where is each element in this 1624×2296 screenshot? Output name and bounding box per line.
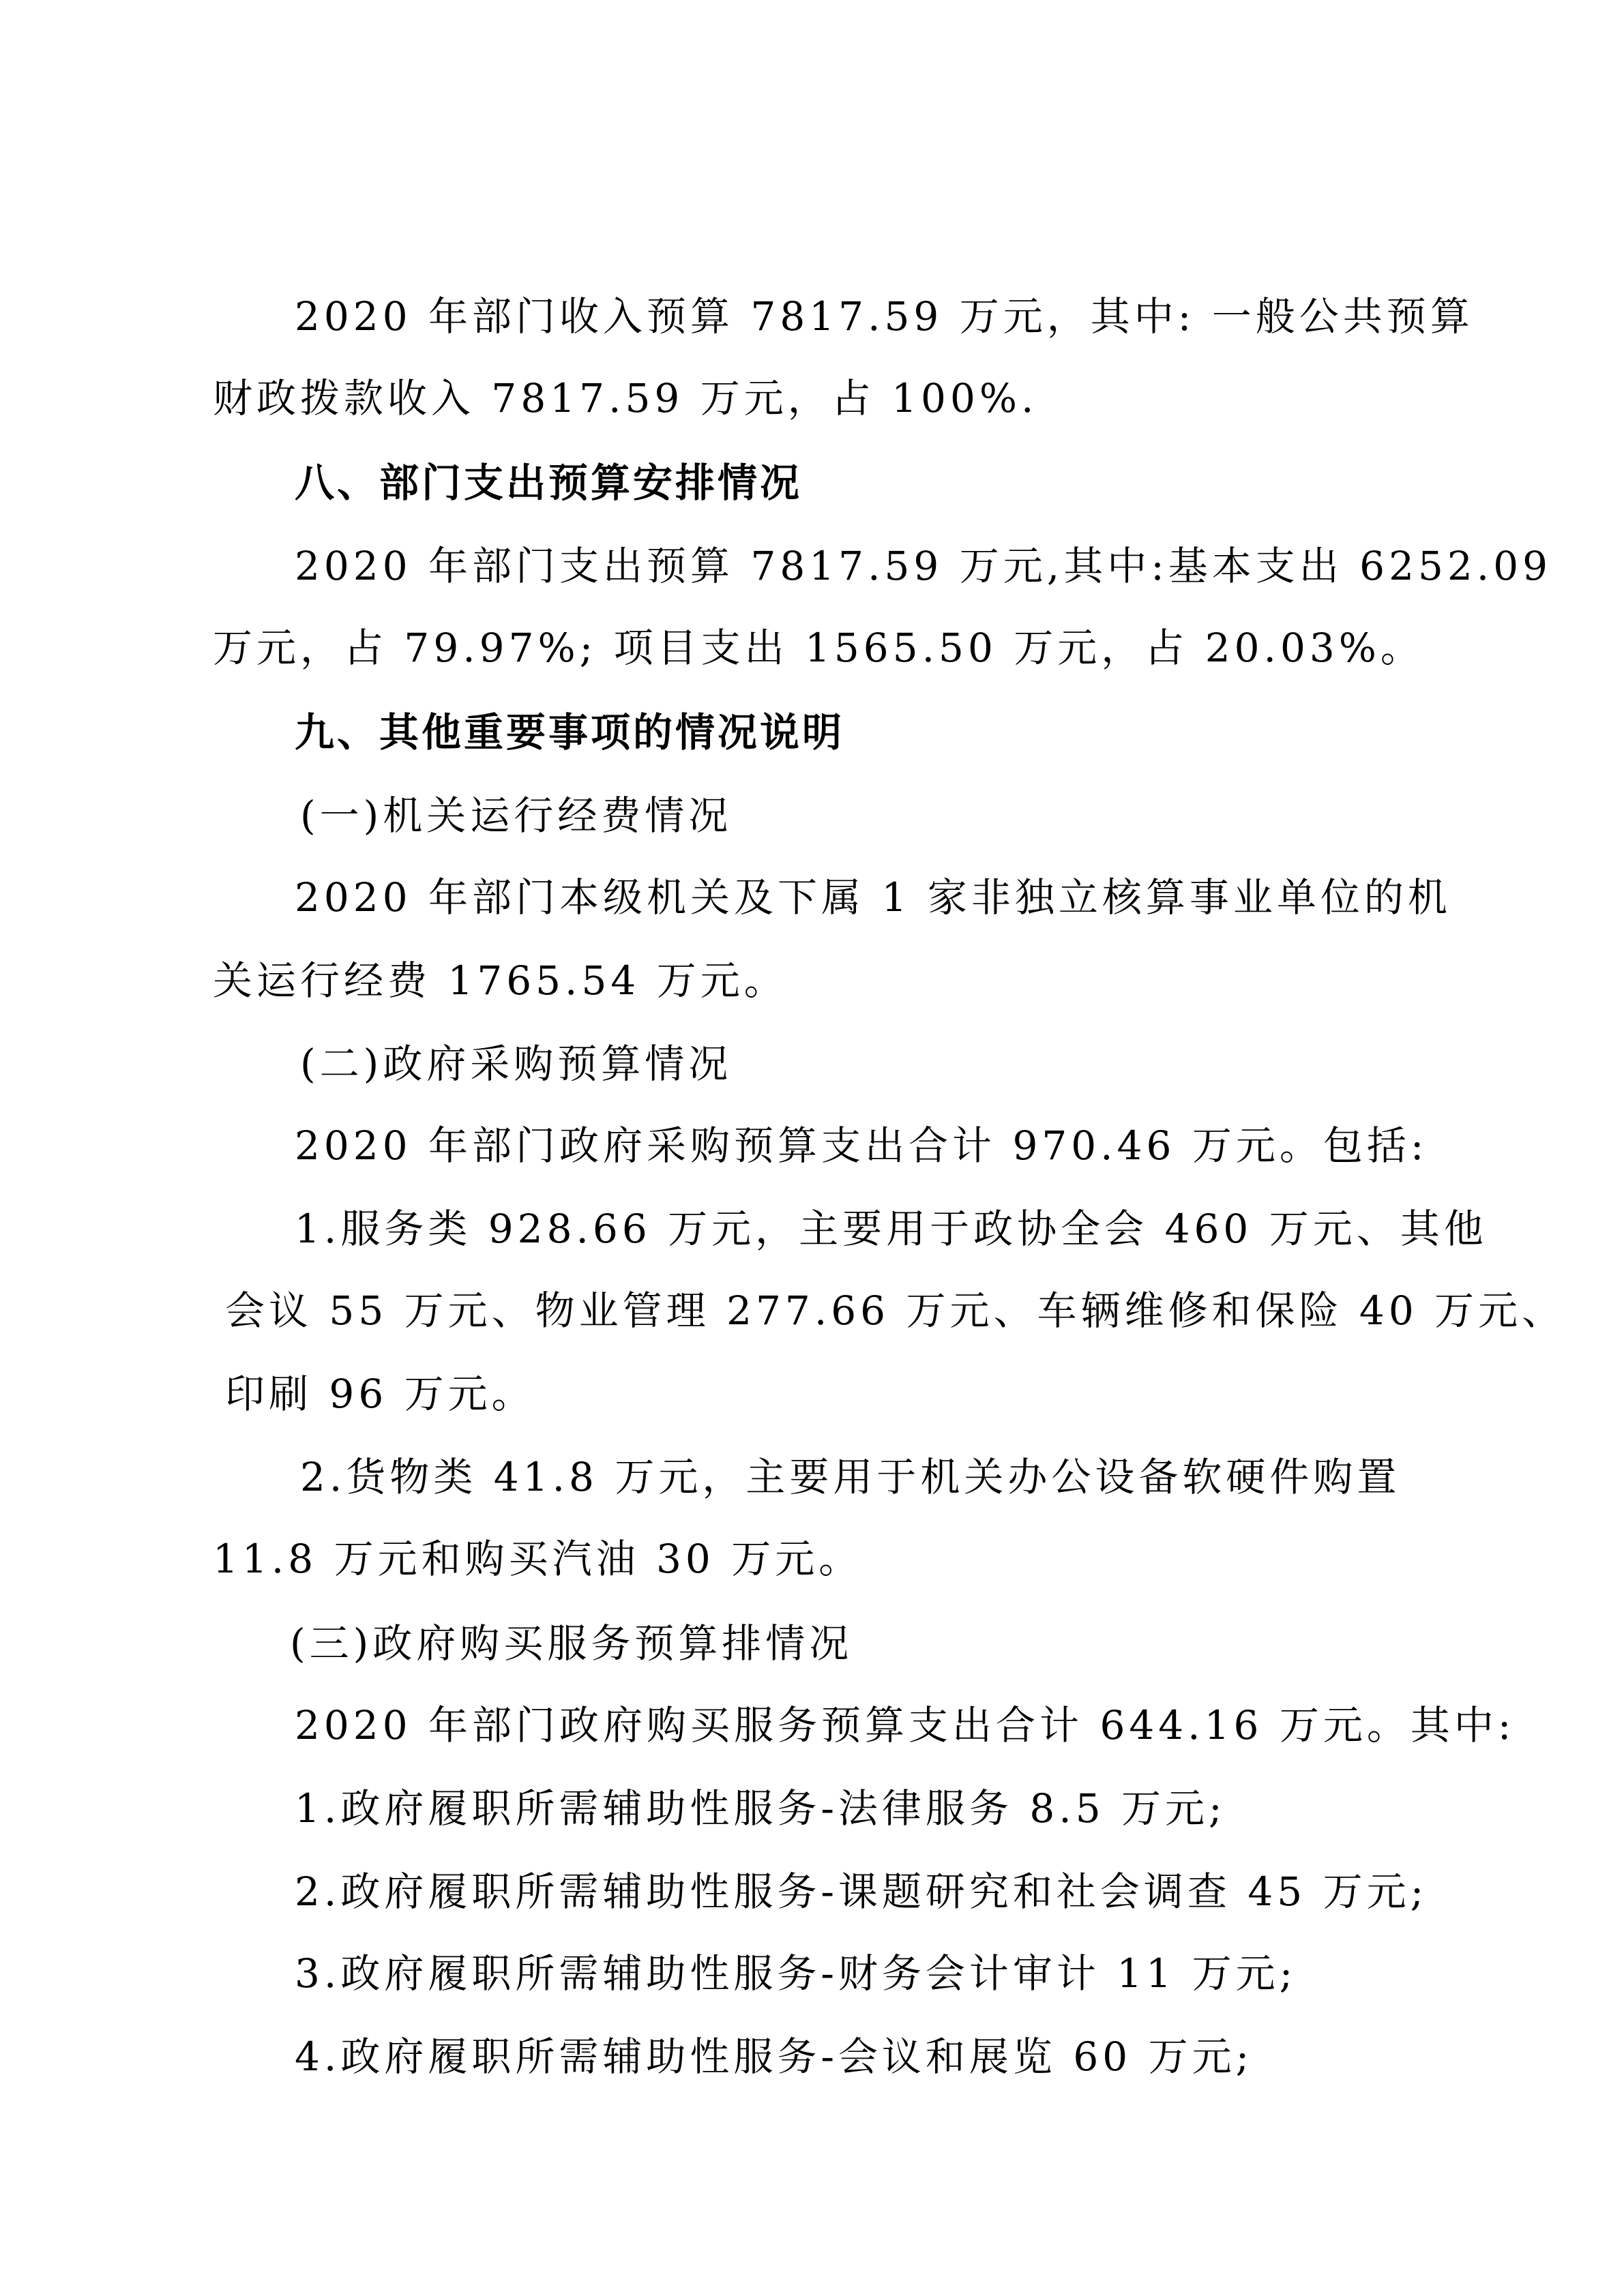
expense-paragraph-line-1: 2020 年部门支出预算 7817.59 万元,其中:基本支出 6252.09 [295, 543, 1552, 589]
subsection-2-title: (二)政府采购预算情况 [300, 1041, 733, 1087]
subsection-1-title: (一)机关运行经费情况 [300, 792, 733, 839]
section-9-heading: 九、其他重要事项的情况说明 [295, 709, 845, 756]
subsection-3-title: (三)政府购买服务预算排情况 [290, 1620, 853, 1667]
operating-cost-line-1: 2020 年部门本级机关及下属 1 家非独立核算事业单位的机 [295, 874, 1451, 921]
service-item-4: 4.政府履职所需辅助性服务-会议和展览 60 万元; [295, 2033, 1254, 2080]
operating-cost-line-2: 关运行经费 1765.54 万元。 [213, 957, 788, 1004]
section-8-heading: 八、部门支出预算安排情况 [295, 460, 803, 506]
procurement-item-1-line-3: 印刷 96 万元。 [225, 1371, 535, 1417]
procurement-item-2-line-2: 11.8 万元和购买汽油 30 万元。 [213, 1536, 863, 1582]
procurement-item-2-line-1: 2.货物类 41.8 万元，主要用于机关办公设备软硬件购置 [300, 1454, 1401, 1500]
service-item-1: 1.政府履职所需辅助性服务-法律服务 8.5 万元; [295, 1785, 1226, 1832]
expense-paragraph-line-2: 万元，占 79.97%; 项目支出 1565.50 万元，占 20.03%。 [213, 625, 1424, 671]
income-paragraph-line-2: 财政拨款收入 7817.59 万元，占 100%. [213, 375, 1038, 421]
service-item-3: 3.政府履职所需辅助性服务-财务会计审计 11 万元; [295, 1950, 1297, 1997]
service-item-2: 2.政府履职所需辅助性服务-课题研究和社会调查 45 万元; [295, 1868, 1428, 1915]
income-paragraph-line-1: 2020 年部门收入预算 7817.59 万元，其中: 一般公共预算 [295, 293, 1474, 340]
procurement-paragraph: 2020 年部门政府采购预算支出合计 970.46 万元。包括: [295, 1122, 1428, 1169]
procurement-item-1-line-2: 会议 55 万元、物业管理 277.66 万元、车辆维修和保险 40 万元、 [225, 1287, 1566, 1334]
procurement-item-1-line-1: 1.服务类 928.66 万元，主要用于政协全会 460 万元、其他 [295, 1206, 1488, 1252]
service-purchase-paragraph: 2020 年部门政府购买服务预算支出合计 644.16 万元。其中: [295, 1702, 1516, 1748]
